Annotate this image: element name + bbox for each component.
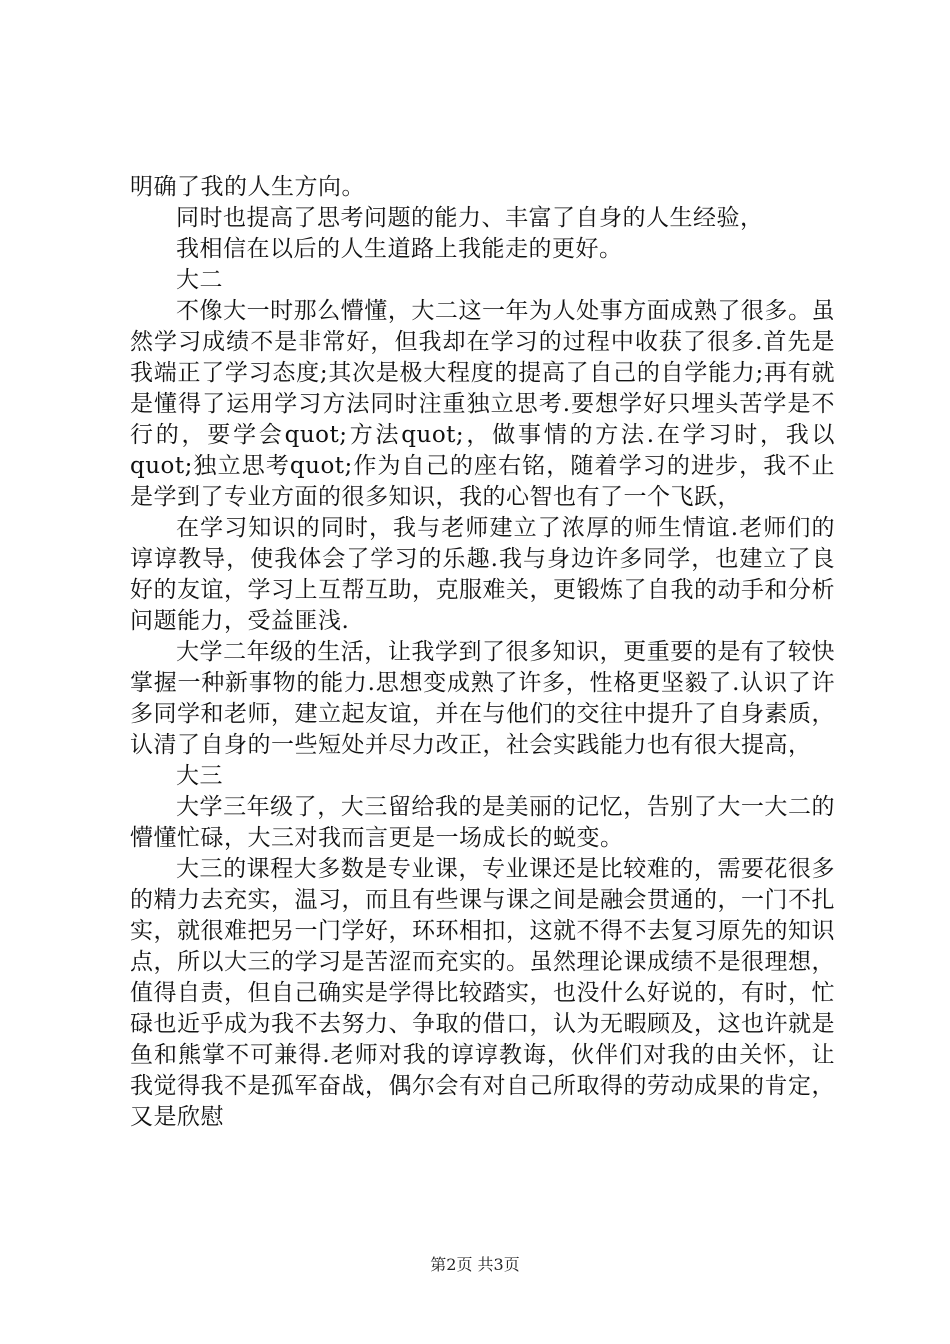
paragraph-9: 大学三年级了，大三留给我的是美丽的记忆，告别了大一大二的懵懂忙碌，大三对我而言更是一场成长的蜕变。 [130,794,835,851]
document-body [130,172,835,1133]
paragraph-3: 我相信在以后的人生道路上我能走的更好。 [176,236,623,262]
paragraph-10: 大三的课程大多数是专业课，专业课还是比较难的，需要花很多的精力去充实，温习，而且有些课与课之间是融会贯通的，一门不扎实，就很难把另一门学好，环环相扣，这就不得不去复习原先的知识点，所以大三的学习是苦涩而充实的。虽然理论课成绩不是很理想，值得自责，但自己确实是学得比较踏实，也没什么好说的，有时，忙碌也近乎成为我不去努力、争取的借口，认为无暇顾及，这也许就是鱼和熊掌不可兼得.老师对我的谆谆教诲，伙伴们对我的由关怀，让我觉得我不是孤军奋战，偶尔会有对自己所取得的劳动成果的肯定，又是欣慰 [130,856,835,1130]
paragraph-1: 明确了我的人生方向。 [130,174,365,200]
section-heading-year-two: 大二 [176,267,223,293]
section-heading-year-three: 大三 [176,763,223,789]
paragraph-6: 在学习知识的同时，我与老师建立了浓厚的师生情谊.老师们的谆谆教导，使我体会了学习的乐趣.我与身边许多同学，也建立了良好的友谊，学习上互帮互助，克服难关，更锻炼了自我的动手和分析问题能力，受益匪浅. [130,515,835,634]
paragraph-7: 大学二年级的生活，让我学到了很多知识，更重要的是有了较快掌握一种新事物的能力.思想变成熟了许多，性格更坚毅了.认识了许多同学和老师，建立起友谊，并在与他们的交往中提升了自身素质，认清了自身的一些短处并尽力改正，社会实践能力也有很大提高， [130,639,835,758]
page-footer: 第2页 共3页 [430,1255,520,1274]
paragraph-5: 不像大一时那么懵懂，大二这一年为人处事方面成熟了很多。虽然学习成绩不是非常好，但我却在学习的过程中收获了很多.首先是我端正了学习态度;其次是极大程度的提高了自己的自学能力;再有就是懂得了运用学习方法同时注重独立思考.要想学好只埋头苦学是不行的，要学会quot;方法quot;，做事情的方法.在学习时，我以quot;独立思考quot;作为自己的座右铭，随着学习的进步，我不止是学到了专业方面的很多知识，我的心智也有了一个飞跃， [130,298,835,510]
paragraph-2: 同时也提高了思考问题的能力、丰富了自身的人生经验， [176,205,764,231]
